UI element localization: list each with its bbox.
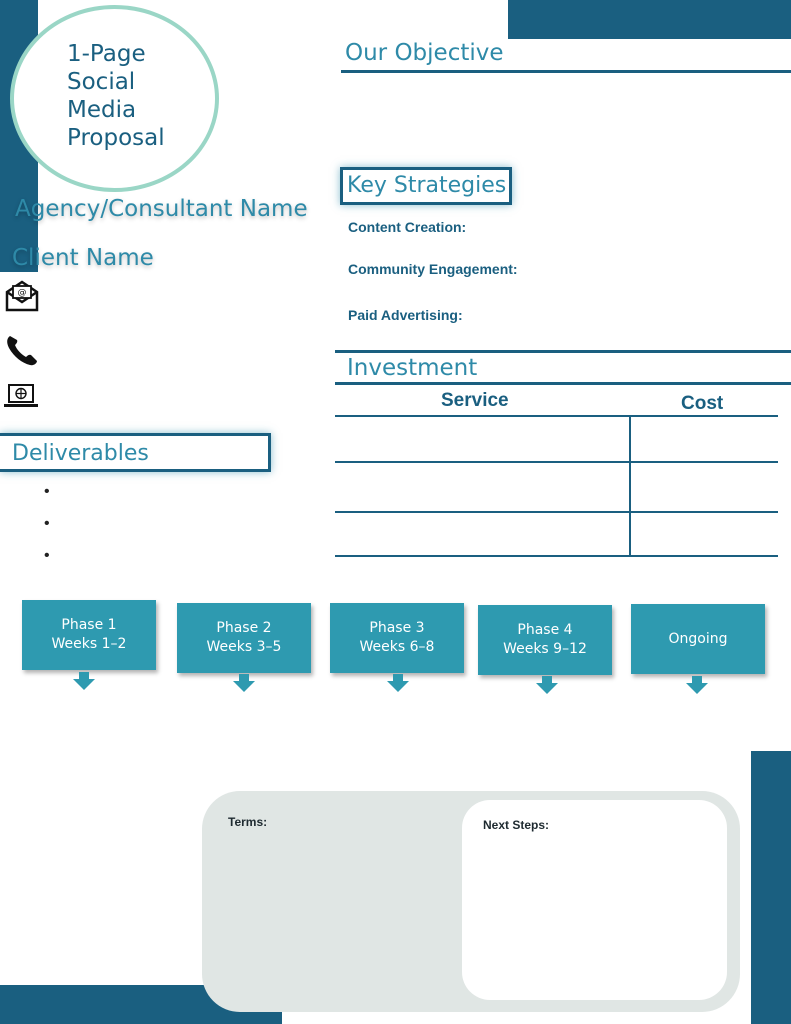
arrow-down-icon (536, 676, 558, 694)
document-title (67, 40, 217, 152)
svg-text:@: @ (17, 288, 27, 298)
phase-3-box (330, 603, 464, 673)
client-name: Client Name (12, 245, 154, 271)
objective-divider (341, 70, 791, 73)
phase-name: Phase 2 (216, 620, 272, 636)
phase-1-box (22, 600, 156, 670)
title-line: 1-Page (67, 41, 146, 67)
phase-weeks: Weeks 6–8 (359, 639, 435, 655)
arrow-down-icon (233, 674, 255, 692)
strategies-title: Key Strategies (347, 173, 507, 198)
investment-title: Investment (347, 355, 478, 381)
phase-weeks: Weeks 3–5 (206, 639, 282, 655)
phase-weeks: Weeks 1–2 (51, 636, 127, 652)
table-row-line (335, 555, 778, 557)
phase-name: Phase 4 (517, 622, 573, 638)
table-row-line (335, 511, 778, 513)
arrow-down-icon (387, 674, 409, 692)
decorative-bar-top (508, 0, 791, 39)
arrow-down-icon (73, 672, 95, 690)
phone-icon (4, 332, 40, 368)
strategy-community-engagement: Community Engagement: (348, 261, 518, 277)
laptop-globe-icon (3, 379, 39, 415)
agency-name: Agency/Consultant Name (15, 196, 308, 222)
title-line: Proposal (67, 125, 165, 151)
table-column-divider (629, 416, 631, 557)
deliverable-bullet: • (44, 483, 50, 500)
phase-name: Ongoing (668, 630, 728, 647)
strategy-content-creation: Content Creation: (348, 219, 467, 235)
terms-label: Terms: (228, 815, 268, 829)
phase-ongoing-box (631, 604, 765, 674)
investment-divider-top (335, 350, 791, 353)
objective-title: Our Objective (345, 40, 504, 66)
phase-2-box (177, 603, 311, 673)
phase-name: Phase 1 (61, 617, 117, 633)
mail-icon (4, 278, 40, 314)
phase-name: Phase 3 (369, 620, 425, 636)
phase-weeks: Weeks 9–12 (503, 641, 587, 657)
title-line: Media (67, 97, 137, 123)
phase-4-box (478, 605, 612, 675)
strategy-paid-advertising: Paid Advertising: (348, 307, 463, 323)
deliverable-bullet: • (44, 515, 50, 532)
decorative-bar-right (751, 751, 791, 1024)
column-header-cost: Cost (681, 393, 724, 414)
arrow-down-icon (686, 676, 708, 694)
investment-divider-bottom (335, 382, 791, 385)
next-steps-label: Next Steps: (483, 818, 550, 832)
deliverables-title: Deliverables (12, 441, 149, 466)
table-row-line (335, 415, 778, 417)
column-header-service: Service (441, 390, 509, 411)
title-line: Social (67, 69, 136, 95)
deliverable-bullet: • (44, 547, 50, 564)
table-row-line (335, 461, 778, 463)
